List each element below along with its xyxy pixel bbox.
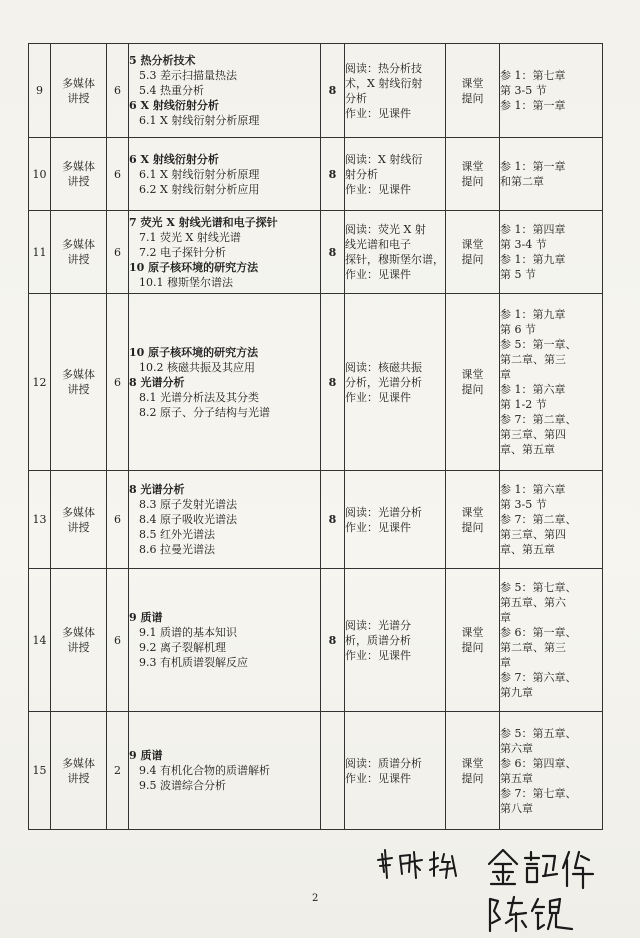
chapter-heading: 10 原子核环境的研究方法: [129, 345, 259, 359]
page-number: 2: [312, 893, 319, 904]
cell-line: 提问: [461, 175, 484, 188]
cell-line: 提问: [461, 383, 484, 396]
cell-line: 多媒体: [62, 238, 95, 251]
course-schedule-table: [28, 43, 603, 830]
teaching-content: [129, 211, 321, 294]
chapter-heading: 9 质谱: [129, 749, 163, 762]
cell-line: 章: [500, 368, 511, 381]
section-item: 5.3 差示扫描量热法: [139, 69, 237, 82]
schedule-row: [29, 471, 603, 569]
section-item: 8.3 原子发射光谱法: [139, 498, 237, 511]
references: [500, 211, 603, 294]
cell-line: 提问: [461, 520, 484, 534]
class-hours: 6: [107, 569, 129, 712]
reading-assignment: [345, 294, 446, 471]
week-number: 13: [29, 471, 51, 569]
class-hours: 6: [107, 471, 129, 569]
teaching-mode: [51, 138, 107, 211]
section-item: 8.2 原子、分子结构与光谱: [139, 405, 270, 419]
cell-line: 第 3-5 节: [500, 84, 547, 97]
reading-assignment: [345, 44, 446, 138]
signature-1: [376, 842, 486, 882]
cell-line: 参 5：第一章、: [500, 338, 577, 351]
cell-line: 参 1：第四章: [500, 223, 566, 236]
cell-line: 第五章、第六: [500, 596, 566, 609]
cell-line: 线光谱和电子: [345, 238, 411, 251]
teaching-mode: [51, 294, 107, 471]
cell-line: 多媒体: [62, 76, 95, 90]
cell-line: 作业：见课件: [345, 390, 411, 404]
chapter-heading: 8 光谱分析: [129, 483, 185, 496]
cell-line: 参 7：第六章、: [500, 671, 577, 684]
cell-line: 参 7：第二章、: [500, 413, 577, 426]
cell-line: 参 1：第九章: [500, 308, 566, 321]
section-item: 9.3 有机质谱裂解反应: [139, 656, 248, 669]
section-item: 10.2 核磁共振及其应用: [139, 360, 255, 374]
chapter-heading: 6 X 射线衍射分析: [129, 99, 219, 112]
cell-line: 第二章、第三: [500, 641, 566, 654]
cell-line: 作业：见课件: [345, 268, 411, 281]
cell-line: 讲授: [67, 253, 90, 266]
cell-line: 第三章、第四: [500, 428, 566, 441]
section-item: 7.1 荧光 X 射线光谱: [139, 230, 241, 244]
teaching-content: [129, 569, 321, 712]
reading-assignment: [345, 569, 446, 712]
teaching-content: [129, 294, 321, 471]
cell-line: 参 1：第一章: [500, 99, 566, 112]
chapter-heading: 5 热分析技术: [129, 54, 196, 67]
class-hours: 6: [107, 294, 129, 471]
cell-line: 第 1-2 节: [500, 398, 547, 411]
teaching-mode: [51, 211, 107, 294]
references: [500, 294, 603, 471]
reading-assignment: [345, 712, 446, 830]
handwritten-signature-image: [487, 846, 597, 890]
references: [500, 44, 603, 138]
cell-line: 第 6 节: [500, 323, 536, 336]
assessment-method: [446, 294, 500, 471]
section-item: 8.6 拉曼光谱法: [139, 543, 215, 556]
cell-line: 第 3-5 节: [500, 498, 547, 511]
class-hours: 6: [107, 44, 129, 138]
cell-line: 多媒体: [62, 505, 95, 519]
cell-line: 讲授: [67, 383, 90, 396]
cell-line: 分析，光谱分析: [345, 375, 422, 389]
week-number: 9: [29, 44, 51, 138]
references: [500, 471, 603, 569]
assessment-method: [446, 211, 500, 294]
cell-line: 阅读：光谱分: [345, 618, 411, 632]
cell-line: 多媒体: [62, 368, 95, 381]
cell-line: 阅读：光谱分析: [345, 505, 422, 519]
reading-assignment: [345, 211, 446, 294]
reading-assignment: [345, 471, 446, 569]
week-number: 12: [29, 294, 51, 471]
schedule-body: [29, 44, 603, 830]
cell-line: 和第二章: [500, 175, 544, 188]
cell-line: 课堂: [461, 368, 484, 381]
cell-line: 讲授: [67, 771, 90, 785]
cell-line: 章、第五章: [500, 543, 555, 556]
schedule-row: [29, 138, 603, 211]
teaching-mode: [51, 712, 107, 830]
cell-line: 阅读：热分析技: [345, 61, 422, 75]
schedule-row: [29, 294, 603, 471]
assessment-method: [446, 569, 500, 712]
total-hours: 8: [321, 44, 345, 138]
cell-line: 多媒体: [62, 160, 95, 173]
cell-line: 课堂: [461, 238, 484, 251]
signature-2: [487, 846, 597, 890]
cell-line: 作业：见课件: [345, 182, 411, 196]
week-number: 11: [29, 211, 51, 294]
total-hours: [321, 712, 345, 830]
cell-line: 课堂: [461, 160, 484, 173]
cell-line: 课堂: [461, 76, 484, 90]
references: [500, 138, 603, 211]
cell-line: 多媒体: [62, 756, 95, 770]
reading-assignment: [345, 138, 446, 211]
signature-3: [486, 893, 582, 935]
cell-line: 阅读：X 射线衍: [345, 152, 423, 166]
cell-line: 探针，穆斯堡尔谱，: [345, 253, 444, 266]
section-item: 6.1 X 射线衍射分析原理: [139, 167, 260, 181]
teaching-content: [129, 471, 321, 569]
schedule-row: [29, 569, 603, 712]
cell-line: 第六章: [500, 741, 533, 755]
cell-line: 参 7：第二章、: [500, 513, 577, 526]
total-hours: 8: [321, 471, 345, 569]
class-hours: 2: [107, 712, 129, 830]
cell-line: 参 1：第六章: [500, 483, 566, 496]
references: [500, 569, 603, 712]
total-hours: 8: [321, 569, 345, 712]
class-hours: 6: [107, 211, 129, 294]
cell-line: 提问: [461, 91, 484, 105]
section-item: 6.1 X 射线衍射分析原理: [139, 114, 260, 127]
section-item: 9.2 离子裂解机理: [139, 641, 226, 654]
cell-line: 参 5：第七章、: [500, 581, 577, 594]
total-hours: 8: [321, 294, 345, 471]
total-hours: 8: [321, 211, 345, 294]
cell-line: 参 6：第一章、: [500, 626, 577, 639]
cell-line: 课堂: [461, 505, 484, 519]
cell-line: 参 1：第九章: [500, 253, 566, 266]
cell-line: 作业：见课件: [345, 771, 411, 785]
cell-line: 章: [500, 611, 511, 624]
section-item: 8.5 红外光谱法: [139, 528, 215, 541]
cell-line: 参 1：第六章: [500, 383, 566, 396]
assessment-method: [446, 138, 500, 211]
teaching-content: [129, 712, 321, 830]
section-item: 8.1 光谱分析法及其分类: [139, 390, 259, 404]
section-item: 9.4 有机化合物的质谱解析: [139, 764, 270, 777]
cell-line: 讲授: [67, 520, 90, 534]
section-item: 9.1 质谱的基本知识: [139, 626, 237, 639]
cell-line: 作业：见课件: [345, 520, 411, 534]
assessment-method: [446, 712, 500, 830]
cell-line: 课堂: [461, 626, 484, 639]
cell-line: 作业：见课件: [345, 648, 411, 662]
schedule-row: [29, 211, 603, 294]
cell-line: 提问: [461, 641, 484, 654]
handwritten-signature-image: [376, 842, 486, 882]
cell-line: 章、第五章: [500, 443, 555, 456]
chapter-heading: 9 质谱: [129, 611, 163, 624]
cell-line: 提问: [461, 253, 484, 266]
cell-line: 讲授: [67, 175, 90, 188]
cell-line: 作业：见课件: [345, 106, 411, 120]
cell-line: 第二章、第三: [500, 353, 566, 366]
references: [500, 712, 603, 830]
cell-line: 第三章、第四: [500, 528, 566, 541]
cell-line: 课堂: [461, 756, 484, 770]
section-item: 10.1 穆斯堡尔谱法: [139, 275, 233, 289]
cell-line: 第 3-4 节: [500, 238, 547, 251]
schedule-row: [29, 712, 603, 830]
section-item: 8.4 原子吸收光谱法: [139, 513, 237, 526]
cell-line: 第九章: [500, 686, 533, 699]
section-item: 7.2 电子探针分析: [139, 245, 226, 259]
week-number: 10: [29, 138, 51, 211]
teaching-mode: [51, 44, 107, 138]
teaching-content: [129, 44, 321, 138]
cell-line: 参 7：第七章、: [500, 786, 577, 800]
section-item: 9.5 波谱综合分析: [139, 779, 226, 792]
assessment-method: [446, 471, 500, 569]
cell-line: 参 5：第五章、: [500, 726, 577, 740]
chapter-heading: 6 X 射线衍射分析: [129, 152, 219, 166]
chapter-heading: 8 光谱分析: [129, 375, 185, 389]
cell-line: 阅读：荧光 X 射: [345, 223, 426, 236]
cell-line: 参 6：第四章、: [500, 756, 577, 770]
cell-line: 章: [500, 656, 511, 669]
cell-line: 讲授: [67, 91, 90, 105]
section-item: 5.4 热重分析: [139, 84, 204, 97]
cell-line: 第 5 节: [500, 268, 536, 281]
teaching-mode: [51, 569, 107, 712]
cell-line: 参 1：第一章: [500, 160, 566, 173]
cell-line: 分析: [345, 91, 367, 105]
teaching-mode: [51, 471, 107, 569]
cell-line: 阅读：核磁共振: [345, 360, 422, 374]
teaching-content: [129, 138, 321, 211]
handwritten-signature-image: [486, 893, 582, 935]
cell-line: 多媒体: [62, 626, 95, 639]
cell-line: 阅读：质谱分析: [345, 756, 422, 770]
total-hours: 8: [321, 138, 345, 211]
chapter-heading: 10 原子核环境的研究方法: [129, 260, 259, 274]
cell-line: 射分析: [345, 167, 378, 181]
cell-line: 术，X 射线衍射: [345, 76, 423, 90]
cell-line: 参 1：第七章: [500, 69, 566, 82]
week-number: 15: [29, 712, 51, 830]
schedule-row: [29, 44, 603, 138]
class-hours: 6: [107, 138, 129, 211]
cell-line: 第五章: [500, 771, 533, 785]
chapter-heading: 7 荧光 X 射线光谱和电子探针: [129, 215, 278, 229]
cell-line: 讲授: [67, 641, 90, 654]
assessment-method: [446, 44, 500, 138]
cell-line: 析，质谱分析: [345, 633, 411, 647]
section-item: 6.2 X 射线衍射分析应用: [139, 182, 260, 196]
week-number: 14: [29, 569, 51, 712]
cell-line: 第八章: [500, 801, 533, 815]
cell-line: 提问: [461, 771, 484, 785]
